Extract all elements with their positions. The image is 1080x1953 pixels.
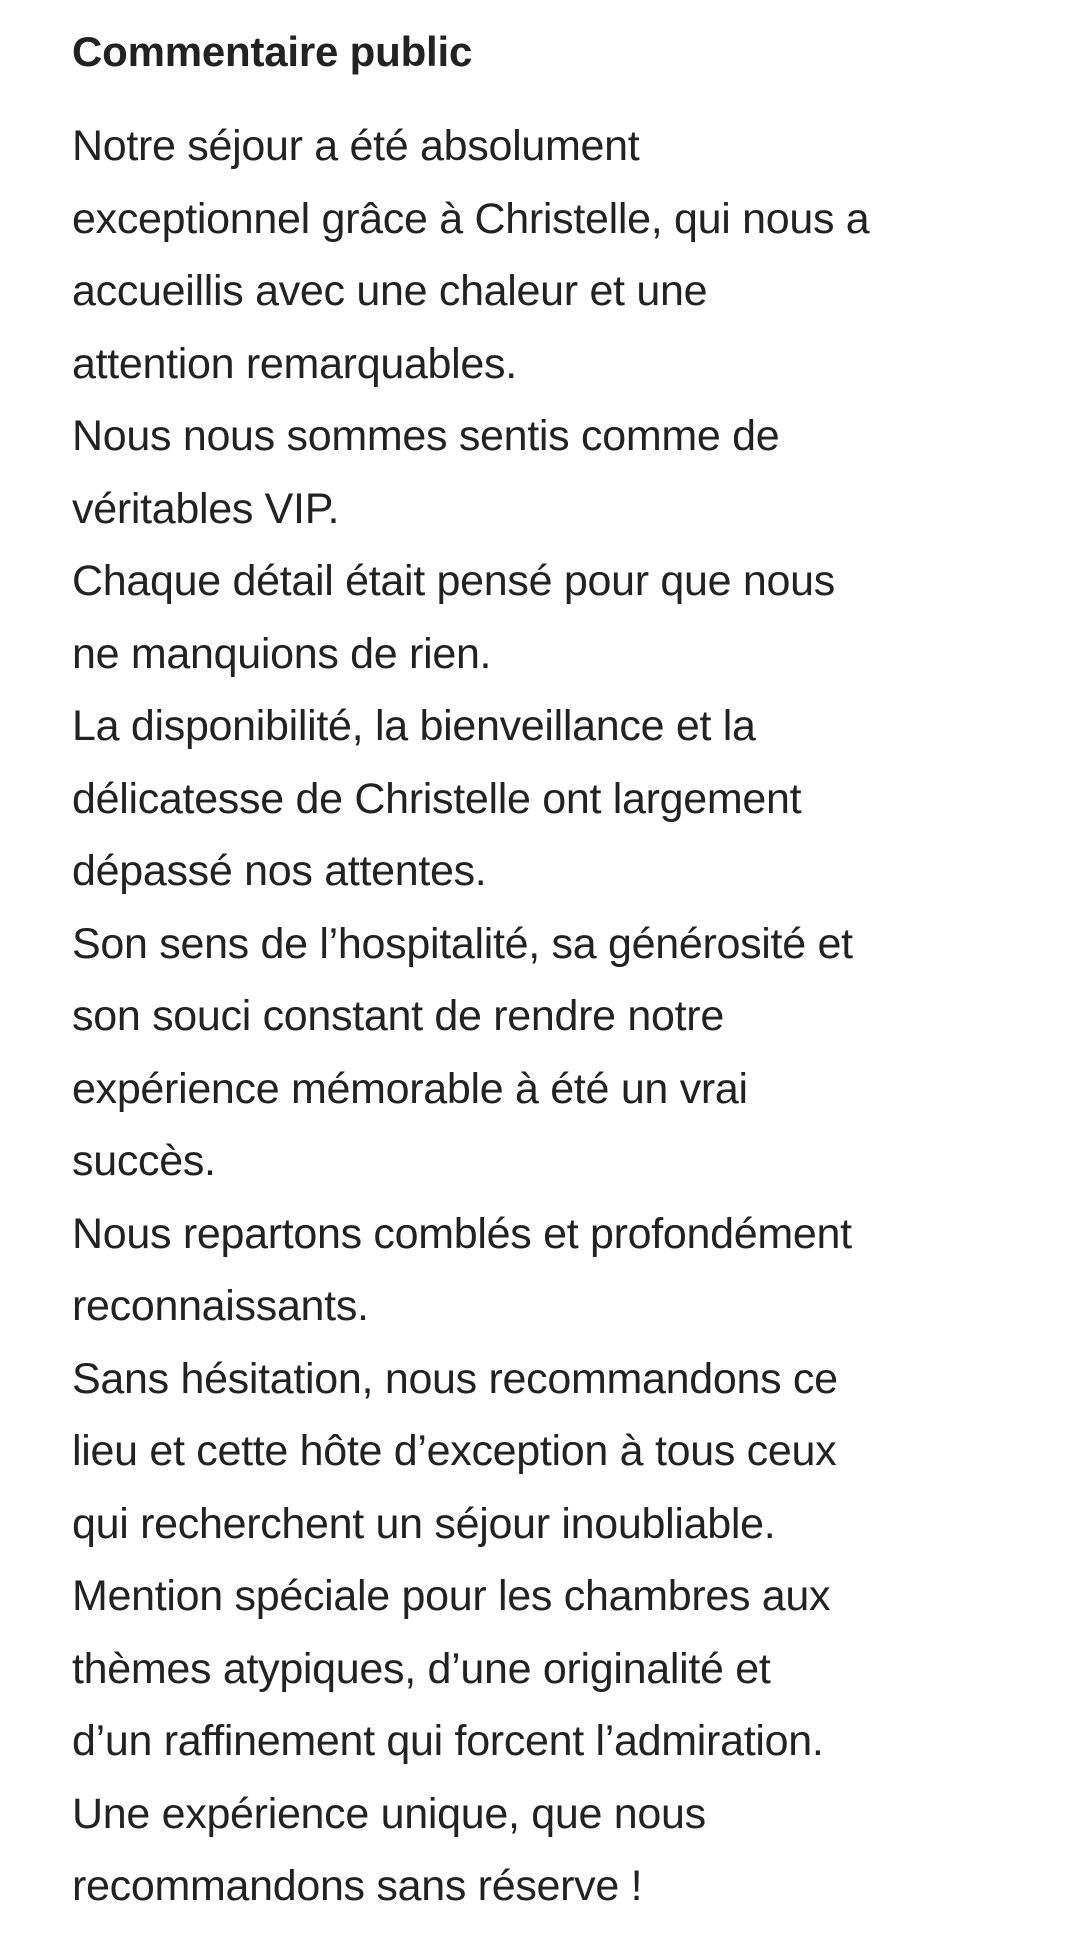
review-line: qui recherchent un séjour inoubliable. [72, 1499, 776, 1548]
review-line: lieu et cette hôte d’exception à tous ceux [72, 1427, 837, 1475]
review-text [72, 110, 1032, 1923]
review-line: ne manquions de rien. [72, 629, 492, 678]
review-line: reconnaissants. [72, 1282, 369, 1330]
review-line: dépassé nos attentes. [72, 847, 487, 895]
public-review [72, 24, 1032, 1923]
review-line: Sans hésitation, nous recommandons ce [72, 1354, 838, 1403]
review-line: expérience mémorable à été un vrai [72, 1064, 748, 1113]
review-line: d’un raffinement qui forcent l’admiration. [72, 1717, 824, 1765]
review-line: son souci constant de rendre notre [72, 992, 724, 1040]
review-line: Mention spéciale pour les chambres aux [72, 1572, 831, 1620]
review-line: succès. [72, 1137, 216, 1185]
review-line: accueillis avec une chaleur et une [72, 267, 708, 315]
review-line: Nous repartons comblés et profondément [72, 1209, 852, 1258]
review-line: Nous nous sommes sentis comme de [72, 412, 780, 460]
review-line: Chaque détail était pensé pour que nous [72, 557, 835, 605]
review-line: Notre séjour a été absolument [72, 122, 640, 170]
review-heading: Commentaire public [72, 28, 473, 75]
review-line: Son sens de l’hospitalité, sa générosité et [72, 919, 853, 968]
review-line: thèmes atypiques, d’une originalité et [72, 1644, 771, 1693]
review-line: La disponibilité, la bienveillance et la [72, 702, 756, 750]
review-line: véritables VIP. [72, 484, 340, 533]
review-line: recommandons sans réserve ! [72, 1862, 643, 1910]
review-line: Une expérience unique, que nous [72, 1789, 706, 1838]
review-line: attention remarquables. [72, 339, 517, 388]
review-line: délicatesse de Christelle ont largement [72, 774, 802, 823]
review-line: exceptionnel grâce à Christelle, qui nous a [72, 194, 870, 243]
